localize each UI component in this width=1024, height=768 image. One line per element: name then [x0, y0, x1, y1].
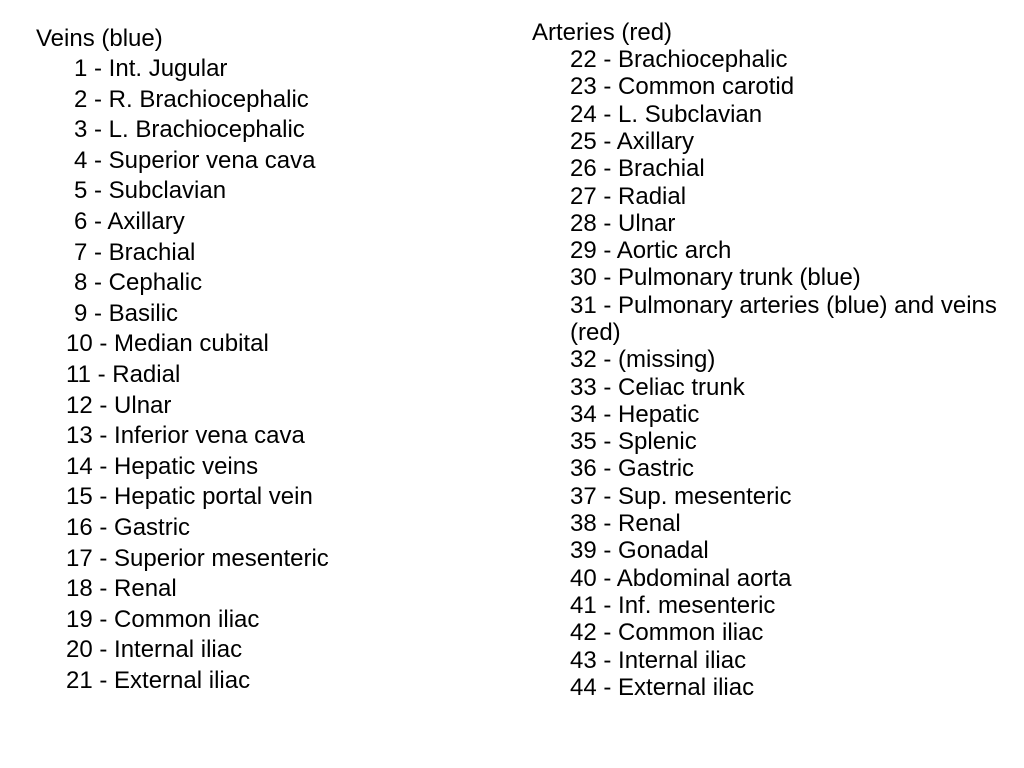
artery-item: 23 - Common carotid: [570, 73, 795, 101]
vein-item: 21 - External iliac: [66, 667, 251, 694]
arteries-heading: Arteries (red): [532, 19, 673, 46]
artery-item: 37 - Sup. mesenteric: [570, 482, 792, 510]
vein-item: 2 - R. Brachiocephalic: [74, 85, 309, 113]
vein-item: 1 - Int. Jugular: [74, 55, 228, 82]
artery-item: 27 - Radial: [570, 182, 687, 210]
vein-item: 7 - Brachial: [74, 238, 196, 266]
artery-item: 24 - L. Subclavian: [570, 100, 763, 128]
artery-item: 29 - Aortic arch: [570, 237, 732, 265]
vein-item: 10 - Median cubital: [66, 330, 269, 358]
vein-item: 16 - Gastric: [66, 514, 191, 541]
artery-item: 41 - Inf. mesenteric: [570, 591, 776, 619]
vein-item: 18 - Renal: [66, 575, 177, 603]
vein-item: 20 - Internal iliac: [66, 636, 243, 664]
vein-item: 3 - L. Brachiocephalic: [74, 116, 305, 144]
vein-item: 11 - Radial: [66, 361, 181, 388]
veins-heading: Veins (blue): [36, 25, 163, 52]
artery-item: 26 - Brachial: [570, 155, 705, 183]
vein-item: 13 - Inferior vena cava: [66, 422, 305, 450]
artery-item: 22 - Brachiocephalic: [570, 46, 788, 73]
vein-item: 17 - Superior mesenteric: [66, 544, 329, 572]
artery-item: 39 - Gonadal: [570, 537, 709, 565]
artery-item: 33 - Celiac trunk: [570, 373, 745, 401]
artery-item: 30 - Pulmonary trunk (blue): [570, 264, 861, 292]
artery-item: 40 - Abdominal aorta: [570, 564, 792, 592]
artery-item: 43 - Internal iliac: [570, 646, 747, 674]
artery-item: 44 - External iliac: [570, 673, 755, 701]
artery-item: 28 - Ulnar: [570, 209, 676, 237]
artery-item: 38 - Renal: [570, 510, 681, 537]
artery-item: 32 - (missing): [570, 346, 716, 374]
vein-item: 4 - Superior vena cava: [74, 146, 316, 174]
artery-item: 31 - Pulmonary arteries (blue) and veins (red): [570, 291, 997, 346]
artery-item: 42 - Common iliac: [570, 619, 764, 647]
vein-item: 9 - Basilic: [74, 299, 179, 327]
vein-item: 12 - Ulnar: [66, 391, 172, 419]
artery-item: 34 - Hepatic: [570, 400, 700, 428]
vein-item: 5 - Subclavian: [74, 177, 227, 205]
vein-item: 6 - Axillary: [74, 208, 185, 235]
vein-item: 15 - Hepatic portal vein: [66, 483, 313, 511]
artery-item: 25 - Axillary: [570, 127, 695, 155]
artery-item: 36 - Gastric: [570, 455, 695, 483]
vein-item: 14 - Hepatic veins: [66, 452, 259, 480]
vein-item: 19 - Common iliac: [66, 605, 260, 633]
artery-item: 35 - Splenic: [570, 428, 697, 456]
vein-item: 8 - Cephalic: [74, 269, 203, 297]
